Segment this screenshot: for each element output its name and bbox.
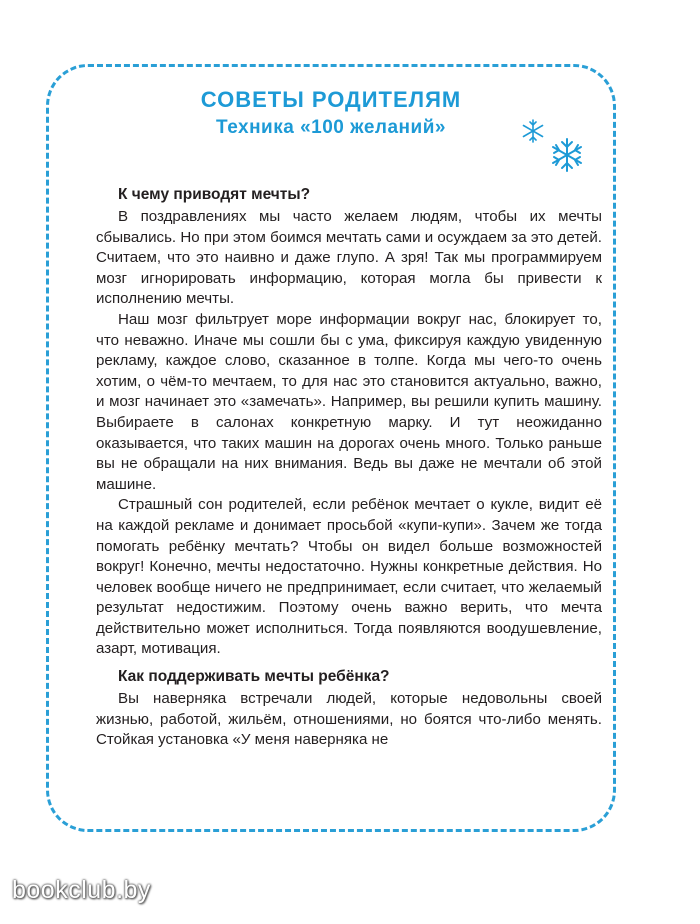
paragraph: В поздравлениях мы часто желаем людям, чтобы их мечты сбывались. Но при этом боимся мечтать сами и осуждаем за это детей. Считаем, что это наивно и даже глупо. А зря! Так мы программируем мозг игнорировать информацию, которая могла бы привести к исполнению мечты. bbox=[96, 208, 602, 308]
snowflake-icon bbox=[548, 136, 586, 174]
snowflake-icon bbox=[520, 118, 546, 144]
paragraph: Вы наверняка встречали людей, которые недовольны своей жизнью, работой, жильём, отношениями, но боятся что-либо менять. Стойкая установка «У меня наверняка не bbox=[96, 690, 602, 749]
paragraph: Наш мозг фильтрует море информации вокруг нас, блокирует то, что неважно. Иначе мы сошли бы с ума, фиксируя каждую увиденную рекламу, каждое слово, сказанное в толпе. Когда мы чего-то очень хотим, о чём-то мечтаем, то для нас это становится актуально, важно, и мозг начинает это «замечать». Например, вы решили купить машину. Выбираете в салонах конкретную марку. И тут неожиданно оказывается, что таких машин на дорогах очень много. Только раньше вы не обращали на них внимания. Ведь вы даже не мечтали об этой машине. bbox=[96, 310, 602, 493]
watermark: bookclub.by bbox=[12, 876, 151, 904]
page-title: СОВЕТЫ РОДИТЕЛЯМ bbox=[200, 87, 462, 112]
paragraph: Страшный сон родителей, если ребёнок мечтает о кукле, видит её на каждой рекламе и донимает просьбой «купи-купи». Зачем же тогда помогать ребёнку мечтать? Чтобы он видел больше возможностей вокруг! Конечно, мечты недостаточно. Нужны конкретные действия. Но человек вообще ничего не предпринимает, если считает, что желаемый результат недостижим. Поэтому очень важно верить, что мечта действительно может исполниться. Тогда появляются воодушевление, азарт, мотивация. bbox=[96, 496, 602, 658]
section-heading: К чему приводят мечты? bbox=[118, 186, 311, 203]
article-body bbox=[96, 184, 602, 751]
page-subtitle: Техника «100 желаний» bbox=[216, 117, 446, 138]
section-heading: Как поддерживать мечты ребёнка? bbox=[118, 668, 390, 686]
